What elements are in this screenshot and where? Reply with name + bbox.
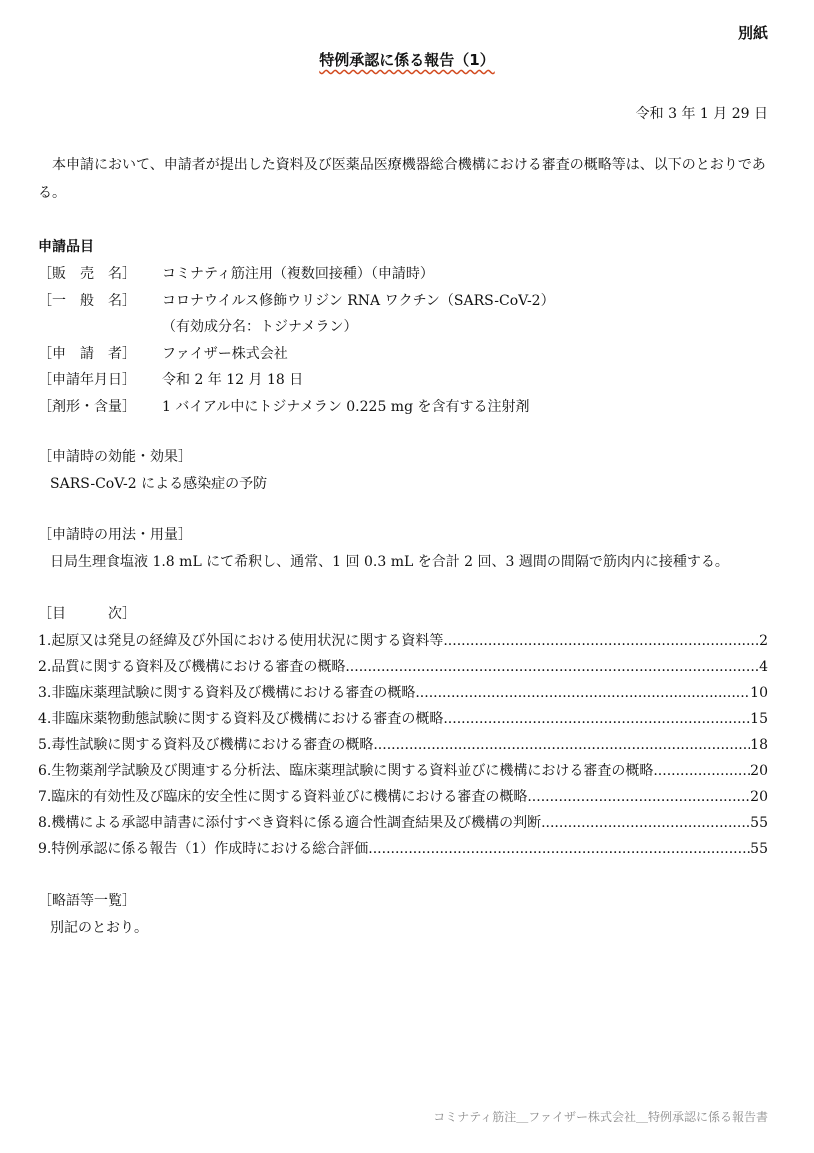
spec-label-applicant: ［申 請 者］: [38, 346, 136, 362]
dosage-heading: ［申請時の用法・用量］: [38, 527, 192, 543]
toc-leader: [345, 654, 759, 680]
spec-label-date: ［申請年月日］: [38, 372, 136, 388]
toc-item-page: 10: [750, 685, 768, 701]
attachment-label: 別紙: [737, 24, 768, 42]
page-footer: コミナティ筋注＿ファイザー株式会社＿特例承認に係る報告書: [433, 1110, 768, 1124]
dosage-text: 日局生理食塩液 1.8 mL にて希釈し、通常、1 回 0.3 mL を合計 2 回、3 週間の間隔で筋肉内に接種する。: [50, 554, 729, 570]
spec-value-applicant: ファイザー株式会社: [162, 346, 288, 362]
spec-value-generic: コロナウイルス修飾ウリジン RNA ワクチン（SARS-CoV-2）: [162, 293, 555, 309]
toc-item-page: 4: [759, 659, 768, 675]
toc-item-page: 15: [750, 711, 768, 727]
report-date: 令和 3 年 1 月 29 日: [635, 106, 768, 122]
intro-paragraph: 本申請において、申請者が提出した資料及び医薬品医療機器総合機構における審査の概略等は、以下のとおりである。: [38, 157, 766, 201]
spec-value-active-ingredient: （有効成分名：トジナメラン）: [162, 319, 358, 335]
toc-leader: [373, 732, 750, 758]
toc-item-title: 2.品質に関する資料及び機構における審査の概略: [38, 659, 346, 675]
toc-item-3[interactable]: [38, 680, 768, 706]
toc-item-title: 3.非臨床薬理試験に関する資料及び機構における審査の概略: [38, 685, 416, 701]
spec-value-form: 1 バイアル中にトジナメラン 0.225 mg を含有する注射剤: [162, 399, 530, 415]
toc-leader: [415, 680, 750, 706]
toc-leader: [527, 784, 750, 810]
spec-value-date: 令和 2 年 12 月 18 日: [162, 372, 304, 388]
toc-item-title: 5.毒性試験に関する資料及び機構における審査の概略: [38, 737, 374, 753]
toc-item-title: 9.特例承認に係る報告（1）作成時における総合評価: [38, 841, 369, 857]
toc-leader: [541, 810, 750, 836]
indication-heading: ［申請時の効能・効果］: [38, 449, 192, 465]
toc-leader: [653, 758, 750, 784]
spec-label-form: ［剤形・含量］: [38, 399, 136, 415]
table-of-contents: [38, 628, 768, 862]
toc-item-7[interactable]: [38, 784, 768, 810]
toc-item-title: 8.機構による承認申請書に添付すべき資料に係る適合性調査結果及び機構の判断: [38, 815, 542, 831]
toc-item-6[interactable]: [38, 758, 768, 784]
toc-item-page: 55: [750, 815, 768, 831]
toc-item-9[interactable]: [38, 836, 768, 862]
toc-item-8[interactable]: [38, 810, 768, 836]
toc-leader: [443, 706, 750, 732]
toc-item-page: 20: [750, 789, 768, 805]
toc-item-title: 6.生物薬剤学試験及び関連する分析法、臨床薬理試験に関する資料並びに機構における審査の概略: [38, 763, 654, 779]
indication-text: SARS-CoV-2 による感染症の予防: [50, 476, 268, 492]
toc-heading: ［目 次］: [38, 606, 136, 622]
toc-item-1[interactable]: [38, 628, 768, 654]
toc-item-title: 4.非臨床薬物動態試験に関する資料及び機構における審査の概略: [38, 711, 444, 727]
toc-item-page: 2: [759, 633, 768, 649]
page-title-text: 特例承認に係る報告（1）: [319, 51, 495, 69]
spec-label-brand: ［販 売 名］: [38, 266, 136, 282]
toc-leader: [368, 836, 750, 862]
toc-item-title: 1.起原又は発見の経緯及び外国における使用状況に関する資料等: [38, 633, 444, 649]
toc-item-page: 55: [750, 841, 768, 857]
abbreviations-heading: ［略語等一覧］: [38, 893, 136, 909]
spec-label-generic: ［一 般 名］: [38, 293, 136, 309]
toc-leader: [443, 628, 759, 654]
toc-item-4[interactable]: [38, 706, 768, 732]
product-heading: 申請品目: [38, 239, 94, 255]
page-title: [0, 49, 814, 70]
toc-item-2[interactable]: [38, 654, 768, 680]
toc-item-page: 18: [750, 737, 768, 753]
toc-item-5[interactable]: [38, 732, 768, 758]
toc-item-title: 7.臨床的有効性及び臨床的安全性に関する資料並びに機構における審査の概略: [38, 789, 528, 805]
toc-item-page: 20: [750, 763, 768, 779]
spec-value-brand: コミナティ筋注用（複数回接種）（申請時）: [162, 266, 434, 282]
abbreviations-text: 別記のとおり。: [50, 920, 148, 936]
